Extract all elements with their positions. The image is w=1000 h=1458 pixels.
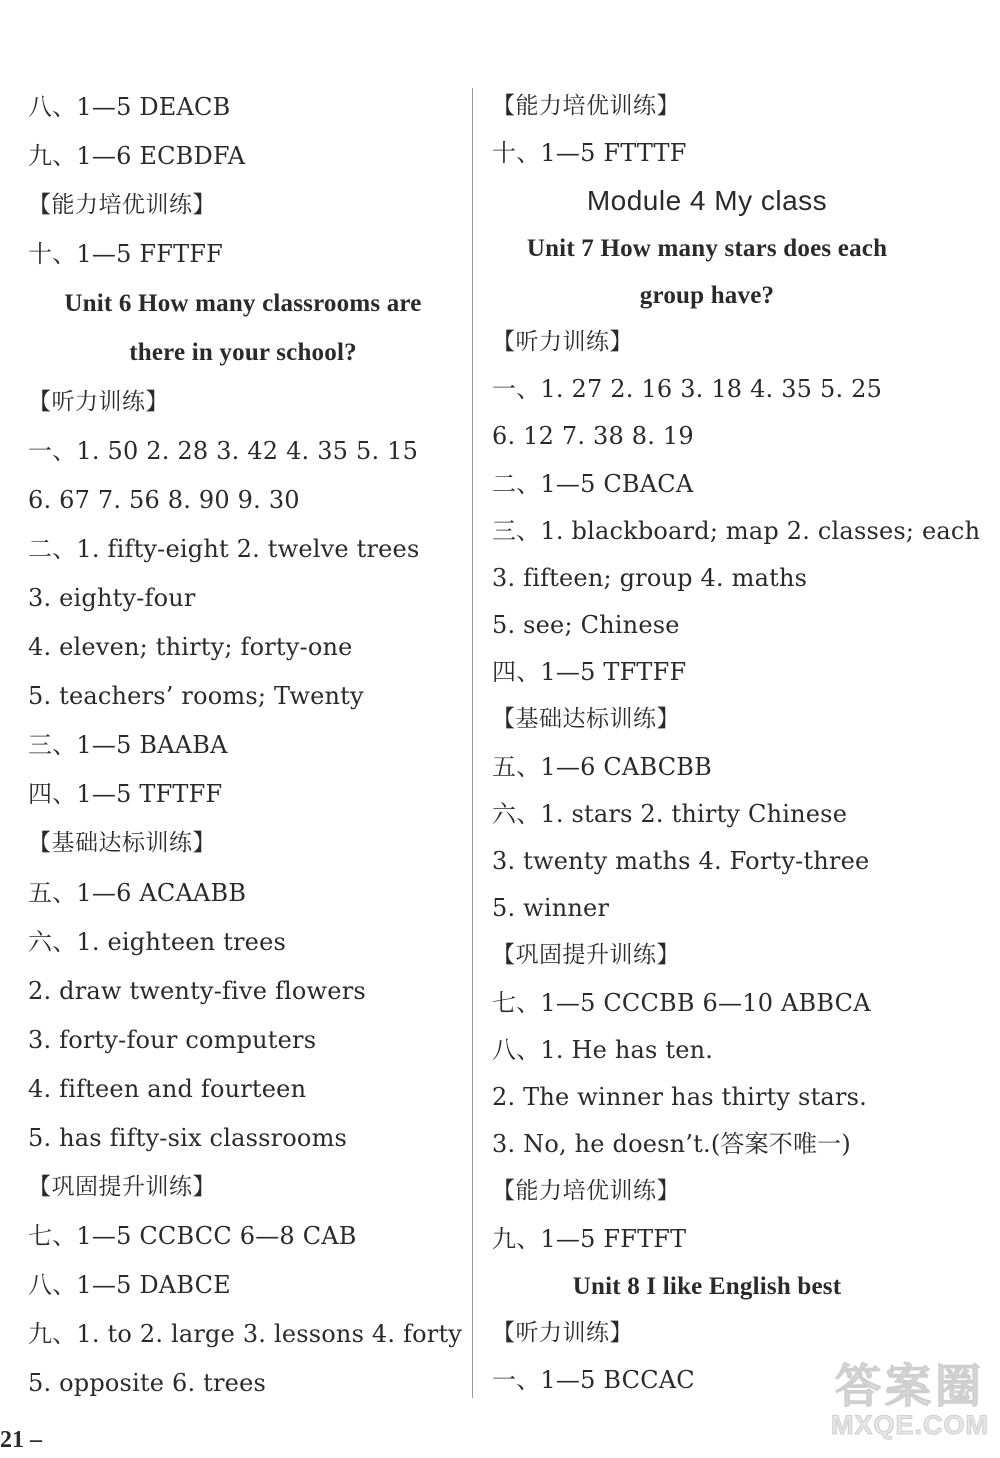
right-module-title: Module 4 My class xyxy=(586,185,828,217)
watermark-logo xyxy=(825,1359,995,1447)
watermark-text-top: 答案圈 xyxy=(835,1359,985,1413)
left-answer-line: 3. forty-four computers xyxy=(28,1025,317,1054)
left-section-heading: 【能力培优训练】 xyxy=(28,192,216,219)
right-answer-line: 一、1. 27 2. 16 3. 18 4. 35 5. 25 xyxy=(492,375,883,404)
right-section-heading: 【能力培优训练】 xyxy=(492,1178,680,1205)
right-answer-line: 四、1—5 TFTFF xyxy=(492,658,687,687)
right-section-heading: 【听力训练】 xyxy=(492,328,633,355)
left-unit-title: there in your school? xyxy=(129,339,357,367)
right-answer-line: 5. winner xyxy=(492,894,610,923)
right-answer-line: 六、1. stars 2. thirty Chinese xyxy=(492,799,848,828)
right-unit-title: group have? xyxy=(639,281,775,309)
right-answer-line: 三、1. blackboard; map 2. classes; each xyxy=(492,516,981,545)
right-answer-line: 3. twenty maths 4. Forty-three xyxy=(492,847,870,875)
left-column xyxy=(28,83,463,1409)
left-answer-line: 五、1—6 ACAABB xyxy=(28,878,247,907)
left-answer-line: 4. eleven; thirty; forty-one xyxy=(28,633,353,662)
right-answer-line: 八、1. He has ten. xyxy=(492,1035,714,1064)
right-answer-line: 十、1—5 FTTTF xyxy=(492,139,687,168)
left-answer-line: 4. fifteen and fourteen xyxy=(28,1074,307,1103)
left-answer-line: 一、1. 50 2. 28 3. 42 4. 35 5. 15 xyxy=(28,436,419,465)
right-answer-line: 一、1—5 BCCAC xyxy=(492,1366,695,1395)
left-section-heading: 【基础达标训练】 xyxy=(28,830,216,857)
left-answer-line: 六、1. eighteen trees xyxy=(28,927,287,956)
left-answer-line: 5. has fifty-six classrooms xyxy=(28,1123,348,1152)
left-answer-line: 三、1—5 BAABA xyxy=(28,731,228,760)
left-answer-line: 八、1—5 DABCE xyxy=(28,1271,231,1300)
right-answer-line: 二、1—5 CBACA xyxy=(492,469,694,498)
left-answer-line: 5. opposite 6. trees xyxy=(28,1369,266,1398)
right-answer-line: 七、1—5 CCCBB 6—10 ABBCA xyxy=(492,988,871,1017)
right-answer-line: 6. 12 7. 38 8. 19 xyxy=(492,422,694,451)
page-number: 21 – xyxy=(0,1427,42,1453)
right-unit-title: Unit 7 How many stars does each xyxy=(526,234,888,262)
right-unit-title: Unit 8 I like English best xyxy=(572,1272,842,1300)
left-answer-line: 二、1. fifty-eight 2. twelve trees xyxy=(28,534,420,563)
left-unit-title: Unit 6 How many classrooms are xyxy=(64,290,422,318)
left-answer-line: 七、1—5 CCBCC 6—8 CAB xyxy=(28,1222,357,1251)
left-answer-line: 十、1—5 FFTFF xyxy=(28,240,223,269)
left-answer-line: 5. teachers’ rooms; Twenty xyxy=(28,682,364,711)
left-answer-line: 2. draw twenty-five flowers xyxy=(28,976,366,1005)
right-section-heading: 【能力培优训练】 xyxy=(492,93,680,119)
left-section-heading: 【听力训练】 xyxy=(28,388,169,415)
right-answer-line: 九、1—5 FFTFT xyxy=(492,1224,687,1253)
right-section-heading: 【巩固提升训练】 xyxy=(492,942,680,969)
right-answer-line: 五、1—6 CABCBB xyxy=(492,752,712,781)
column-divider xyxy=(472,88,473,1398)
left-answer-line: 九、1—6 ECBDFA xyxy=(28,142,246,171)
left-answer-line: 八、1—5 DEACB xyxy=(28,93,231,121)
left-answer-line: 3. eighty-four xyxy=(28,583,196,612)
right-answer-line: 5. see; Chinese xyxy=(492,611,680,640)
right-section-heading: 【基础达标训练】 xyxy=(492,706,680,733)
left-section-heading: 【巩固提升训练】 xyxy=(28,1174,216,1201)
right-answer-line: 3. No, he doesn’t.(答案不唯一) xyxy=(492,1130,851,1159)
right-answer-line: 2. The winner has thirty stars. xyxy=(492,1082,867,1111)
right-answer-line: 3. fifteen; group 4. maths xyxy=(492,563,808,592)
left-answer-line: 6. 67 7. 56 8. 90 9. 30 xyxy=(28,485,300,514)
left-answer-line: 九、1. to 2. large 3. lessons 4. forty xyxy=(28,1320,463,1349)
right-section-heading: 【听力训练】 xyxy=(492,1319,633,1346)
left-answer-line: 四、1—5 TFTFF xyxy=(28,780,223,809)
watermark-text-bottom: MXQE.COM xyxy=(830,1410,989,1440)
